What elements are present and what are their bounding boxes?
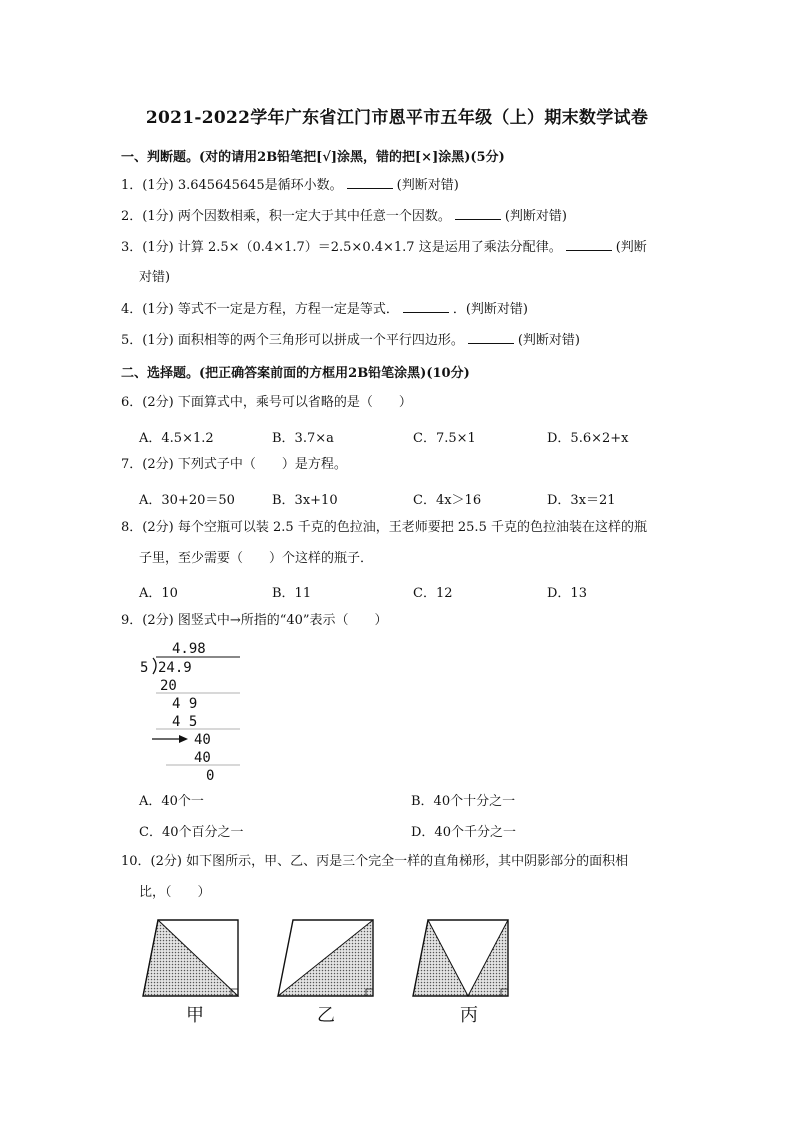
question-8-line2: 子里，至少需要（ ）个这样的瓶子． [139, 551, 374, 566]
question-7: 7．(2分) 下列式子中（ ）是方程。 [121, 457, 347, 472]
page-title: 2021-2022学年广东省江门市恩平市五年级（上）期末数学试卷 [145, 108, 649, 128]
option-b[interactable]: B．3x+10 [272, 493, 338, 508]
question-5-tail: (判断对错) [517, 333, 580, 348]
answer-blank[interactable] [468, 331, 514, 344]
option-a[interactable]: A．30+20＝50 [139, 493, 235, 508]
option-c[interactable]: C．12 [413, 586, 453, 601]
question-3-tail: (判断 [615, 240, 647, 255]
option-d[interactable]: D．13 [547, 586, 587, 601]
arrow-icon [152, 735, 188, 743]
question-2 [121, 207, 567, 227]
question-5-text: 5．(1分) 面积相等的两个三角形可以拼成一个平行四边形。 [121, 333, 464, 348]
question-2-text: 2．(1分) 两个因数相乘，积一定大于其中任意一个因数。 [121, 209, 451, 224]
division-row: 0 [206, 768, 215, 784]
question-4-text: 4．(1分) 等式不一定是方程，方程一定是等式． [121, 302, 399, 317]
question-9: 9．(2分) 图竖式中→所指的“40”表示（ ） [121, 613, 388, 628]
quotient-text: 4.98 [172, 641, 206, 657]
division-row: 20 [160, 678, 177, 694]
section-choice-heading: 二、选择题。(把正确答案前面的方框用2B铅笔涂黑)(10分) [121, 366, 470, 381]
question-10-line2: 比，（ ） [139, 885, 211, 900]
question-10: 10．(2分) 如下图所示，甲、乙、丙是三个完全一样的直角梯形，其中阴影部分的面积相 [121, 854, 629, 869]
option-c[interactable]: C．40个百分之一 [139, 825, 244, 840]
question-4-tail: ．(判断对错) [452, 302, 528, 317]
question-2-tail: (判断对错) [504, 209, 567, 224]
answer-blank[interactable] [403, 300, 449, 313]
divisor-text: 5 [140, 660, 149, 676]
division-row: 4 9 [172, 696, 198, 712]
option-a[interactable]: A．10 [139, 586, 178, 601]
answer-blank[interactable] [455, 207, 501, 220]
question-3-text: 3．(1分) 计算 2.5×（0.4×1.7）＝2.5×0.4×1.7 这是运用了乘法分配律。 [121, 240, 562, 255]
question-3 [121, 238, 647, 258]
question-8: 8．(2分) 每个空瓶可以装 2.5 千克的色拉油，王老师要把 25.5 千克的色拉油装在这样的瓶 [121, 520, 647, 535]
section-judgement-heading: 一、判断题。(对的请用2B铅笔把[√]涂黑，错的把[×]涂黑)(5分) [121, 150, 505, 165]
question-3-tail-line2: 对错) [139, 270, 171, 285]
option-b[interactable]: B．11 [272, 586, 312, 601]
option-c[interactable]: C．4x＞16 [413, 493, 482, 508]
question-1 [121, 176, 459, 196]
figure-label-bing: 丙 [460, 1005, 478, 1026]
question-1-text: 1．(1分) 3.645645645是循环小数。 [121, 178, 343, 193]
option-c[interactable]: C．7.5×1 [413, 431, 476, 446]
option-a[interactable]: A．4.5×1.2 [139, 431, 214, 446]
question-5 [121, 331, 580, 351]
division-row: 40 [194, 750, 211, 766]
option-d[interactable]: D．5.6×2+x [547, 431, 629, 446]
answer-blank[interactable] [347, 176, 393, 189]
option-d[interactable]: D．40个千分之一 [411, 825, 516, 840]
option-a[interactable]: A．40个一 [139, 794, 204, 809]
question-6: 6．(2分) 下面算式中，乘号可以省略的是（ ） [121, 395, 412, 410]
trapezoid-figures [138, 912, 528, 1002]
option-d[interactable]: D．3x＝21 [547, 493, 616, 508]
trapezoid-yi [278, 920, 373, 996]
trapezoid-jia [143, 920, 238, 996]
trapezoid-bing [413, 920, 508, 996]
question-4 [121, 300, 528, 320]
dividend-text: 24.9 [158, 660, 192, 676]
long-division-figure [136, 636, 246, 784]
option-b[interactable]: B．3.7×a [272, 431, 334, 446]
answer-blank[interactable] [566, 238, 612, 251]
division-row-pointed: 40 [194, 732, 211, 748]
figure-label-yi: 乙 [317, 1005, 335, 1026]
option-b[interactable]: B．40个十分之一 [411, 794, 516, 809]
figure-label-jia: 甲 [186, 1005, 204, 1026]
question-1-tail: (判断对错) [396, 178, 459, 193]
division-row: 4 5 [172, 714, 198, 730]
